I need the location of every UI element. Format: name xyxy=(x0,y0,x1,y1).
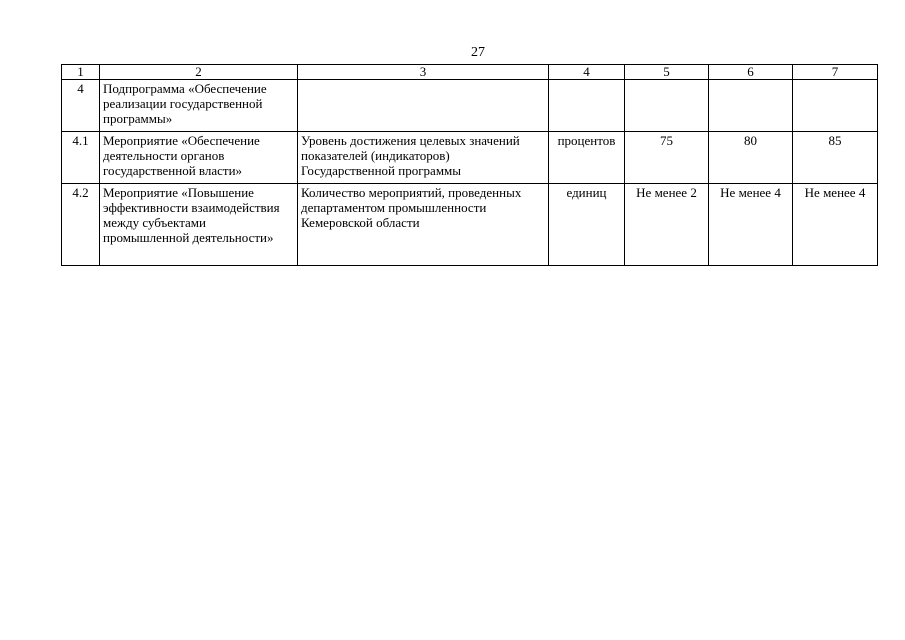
table-header-row xyxy=(62,65,878,80)
row-name: Подпрограмма «Обеспечение реализации государственной программы» xyxy=(100,80,298,132)
row-value-7: Не менее 4 xyxy=(793,184,878,266)
row-value-6 xyxy=(709,80,793,132)
row-unit xyxy=(549,80,625,132)
row-number: 4.2 xyxy=(62,184,100,266)
row-unit: процентов xyxy=(549,132,625,184)
table-row xyxy=(62,80,878,132)
row-value-5 xyxy=(625,80,709,132)
row-number: 4.1 xyxy=(62,132,100,184)
table-row xyxy=(62,184,878,266)
row-value-6: Не менее 4 xyxy=(709,184,793,266)
row-value-7: 85 xyxy=(793,132,878,184)
row-name: Мероприятие «Повышение эффективности взаимодействия между субъектами промышленной деятельности» xyxy=(100,184,298,266)
header-cell: 1 xyxy=(62,65,100,80)
header-cell: 7 xyxy=(793,65,878,80)
row-value-5: 75 xyxy=(625,132,709,184)
header-cell: 3 xyxy=(298,65,549,80)
page-number: 27 xyxy=(471,45,485,60)
header-cell: 2 xyxy=(100,65,298,80)
row-indicator: Уровень достижения целевых значений показателей (индикаторов) Государственной программы xyxy=(298,132,549,184)
row-number: 4 xyxy=(62,80,100,132)
row-indicator: Количество мероприятий, проведенных департаментом промышленности Кемеровской области xyxy=(298,184,549,266)
header-cell: 5 xyxy=(625,65,709,80)
indicators-table xyxy=(61,64,878,266)
header-cell: 6 xyxy=(709,65,793,80)
row-name: Мероприятие «Обеспечение деятельности органов государственной власти» xyxy=(100,132,298,184)
header-cell: 4 xyxy=(549,65,625,80)
table-row xyxy=(62,132,878,184)
row-value-7 xyxy=(793,80,878,132)
row-value-5: Не менее 2 xyxy=(625,184,709,266)
row-indicator xyxy=(298,80,549,132)
row-value-6: 80 xyxy=(709,132,793,184)
row-unit: единиц xyxy=(549,184,625,266)
